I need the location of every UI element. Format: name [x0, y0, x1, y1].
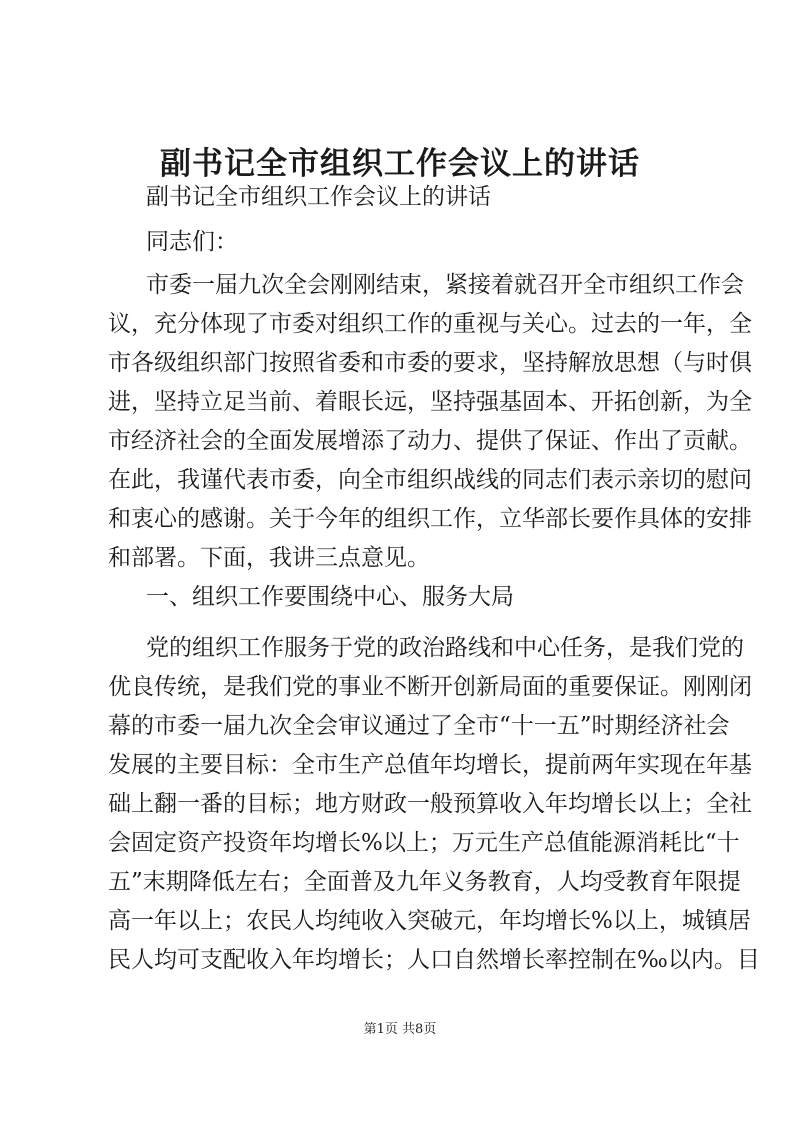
- document-title: 副书记全市组织工作会议上的讲话: [160, 146, 640, 182]
- paragraph-line: 党的组织工作服务于党的政治路线和中心任务，是我们党的: [146, 635, 744, 661]
- paragraph-line: 和部署。下面，我讲三点意见。: [108, 545, 430, 571]
- paragraph-line: 发展的主要目标：全市生产总值年均增长，提前两年实现在年基: [108, 752, 752, 778]
- paragraph-line: 进，坚持立足当前、着眼长远，坚持强基固本、开拓创新，为全: [108, 389, 752, 415]
- paragraph-line: 础上翻一番的目标；地方财政一般预算收入年均增长以上；全社: [108, 791, 752, 817]
- salutation: 同志们：: [146, 229, 238, 255]
- paragraph-line: 幕的市委一届九次全会审议通过了全市“十一五”时期经济社会: [108, 713, 730, 739]
- paragraph-line: 高一年以上；农民人均纯收入突破元，年均增长%以上，城镇居: [108, 908, 751, 934]
- paragraph-line: 和衷心的感谢。关于今年的组织工作，立华部长要作具体的安排: [108, 506, 752, 532]
- page-footer: 第1页 共8页: [363, 1022, 437, 1037]
- paragraph-line: 在此，我谨代表市委，向全市组织战线的同志们表示亲切的慰问: [108, 467, 752, 493]
- paragraph-line: 会固定资产投资年均增长%以上；万元生产总值能源消耗比“十: [108, 830, 740, 856]
- paragraph-line: 议，充分体现了市委对组织工作的重视与关心。过去的一年，全: [108, 311, 752, 337]
- paragraph-line: 五”末期降低左右；全面普及九年义务教育，人均受教育年限提: [108, 869, 741, 895]
- paragraph-line: 市经济社会的全面发展增添了动力、提供了保证、作出了贡献。: [108, 428, 752, 454]
- paragraph-line: 市委一届九次全会刚刚结束，紧接着就召开全市组织工作会: [146, 272, 744, 298]
- section-heading: 一、组织工作要围绕中心、服务大局: [146, 584, 514, 610]
- subtitle: 副书记全市组织工作会议上的讲话: [146, 184, 491, 210]
- paragraph-line: 市各级组织部门按照省委和市委的要求，坚持解放思想（与时俱: [108, 350, 752, 376]
- paragraph-line: 民人均可支配收入年均增长；人口自然增长率控制在‰以内。目: [108, 947, 760, 973]
- paragraph-line: 优良传统，是我们党的事业不断开创新局面的重要保证。刚刚闭: [108, 674, 752, 700]
